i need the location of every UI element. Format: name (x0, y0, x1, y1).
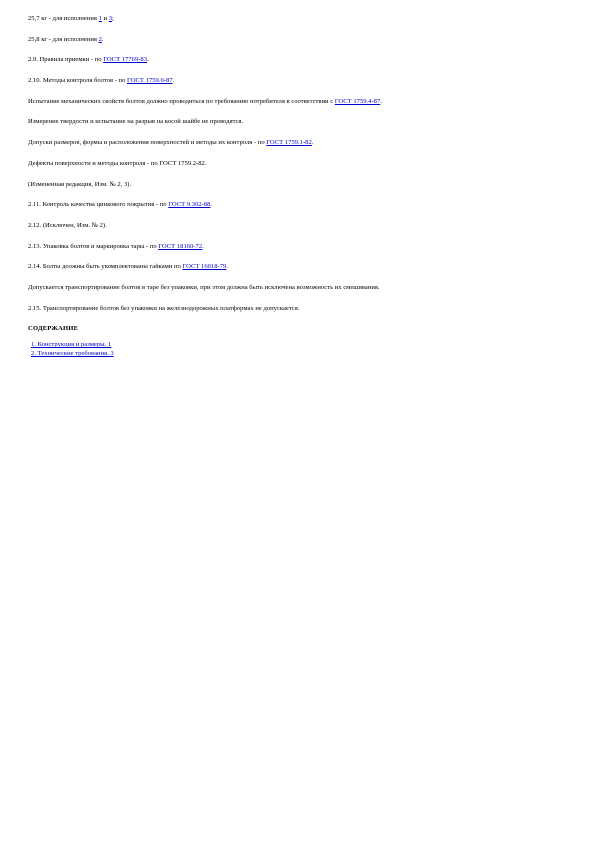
paragraph-text: . (172, 77, 175, 85)
toc-item-1[interactable] (31, 340, 568, 349)
reference-link[interactable]: ГОСТ 1759.1-82 (266, 139, 312, 147)
document-body (28, 14, 568, 358)
reference-link[interactable]: 2 (98, 35, 102, 43)
paragraph-text: . (147, 56, 149, 64)
paragraph-gap (28, 313, 568, 325)
paragraph-p-2-13 (28, 242, 568, 251)
toc-item-2[interactable] (31, 349, 568, 358)
paragraph-text: (Измененная редакция, Изм. № 2, 3). (28, 180, 132, 188)
toc-heading: СОДЕРЖАНИЕ (28, 325, 79, 333)
paragraph-gap (28, 189, 568, 201)
reference-link[interactable]: ГОСТ 18160-72 (158, 242, 203, 250)
toc-link-construction[interactable]: 1. Конструкция и размеры. 1 (31, 341, 112, 349)
paragraph-p-edition (28, 180, 568, 189)
reference-link[interactable]: ГОСТ 16018-79 (182, 263, 227, 271)
reference-link[interactable]: ГОСТ 1759.4-87 (334, 97, 381, 105)
paragraph-gap (28, 209, 568, 221)
paragraph-text: Испытание механических свойств болтов должно проводиться по требованию потребителя в соответствии с (28, 97, 335, 105)
reference-link[interactable]: 1 (98, 15, 102, 22)
paragraph-text: . (380, 97, 382, 105)
paragraph-gap (28, 64, 568, 76)
paragraph-text: и (101, 15, 109, 22)
paragraph-text: 2.15. Транспортирование болтов без упаковки на железнодорожных платформах не допускается. (28, 304, 300, 312)
paragraph-text: 25,8 кг - для исполнения (28, 35, 99, 43)
paragraph-text: Дефекты поверхности и методы контроля - по ГОСТ 1759.2-82. (28, 159, 207, 167)
paragraph-mass-1 (28, 14, 568, 23)
reference-link[interactable]: ГОСТ 17769-83 (103, 56, 148, 64)
paragraph-text: ; (112, 15, 114, 22)
paragraph-gap (28, 230, 568, 242)
paragraph-list (28, 14, 568, 324)
paragraph-gap (28, 23, 568, 35)
table-of-contents (28, 340, 568, 358)
paragraph-text: . (101, 35, 104, 43)
paragraph-text: 2.13. Упаковка болтов и маркировка тары - по (28, 242, 159, 250)
paragraph-p-2-11 (28, 200, 568, 209)
paragraph-gap (28, 168, 568, 180)
paragraph-p-tolerances (28, 138, 568, 147)
paragraph-p-transport (28, 283, 568, 292)
paragraph-text: 25,7 кг - для исполнения (28, 15, 99, 22)
paragraph-p-2-15 (28, 304, 568, 313)
paragraph-text: . (202, 242, 204, 250)
paragraph-gap (28, 147, 568, 159)
paragraph-mass-2 (28, 35, 568, 44)
paragraph-text: 2.14. Болты должны быть укомплектованы гайками по (28, 263, 183, 271)
reference-link[interactable]: ГОСТ 9.302-88 (168, 201, 211, 209)
paragraph-p-hardness (28, 117, 568, 126)
paragraph-text: . (210, 201, 213, 209)
reference-link[interactable]: ГОСТ 1759.0-87 (127, 77, 173, 85)
paragraph-text: 2.9. Правила приемки - по (28, 56, 104, 64)
paragraph-gap (28, 251, 568, 263)
paragraph-text: Допускается транспортирование болтов в таре без упаковки, при этом должна быть исключена возможность их смешивания. (28, 283, 380, 291)
paragraph-gap (28, 85, 568, 97)
paragraph-text: 2.10. Методы контроля болтов - по (28, 77, 128, 85)
paragraph-p-2-14 (28, 262, 568, 271)
paragraph-gap (28, 44, 568, 56)
paragraph-gap (28, 126, 568, 138)
paragraph-text: . (311, 139, 314, 147)
paragraph-gap (28, 292, 568, 304)
paragraph-text: 2.12. (Исключен, Изм. № 2). (28, 221, 107, 229)
paragraph-p-2-9 (28, 55, 568, 64)
paragraph-text: . (226, 263, 228, 271)
paragraph-p-2-10 (28, 76, 568, 85)
paragraph-text: Допуски размеров, формы и расположения поверхностей и методы их контроля - по (28, 139, 267, 147)
paragraph-p-defects (28, 159, 568, 168)
reference-link[interactable]: 3 (108, 15, 113, 22)
paragraph-text: Измерение твердости и испытание на разрыв на косой шайбе не проводятся. (28, 118, 244, 126)
toc-link-requirements[interactable]: 2. Технические требования. 3 (31, 350, 114, 358)
paragraph-p-2-12 (28, 221, 568, 230)
paragraph-gap (28, 271, 568, 283)
paragraph-text: 2.11. Контроль качества цинкового покрытия - по (28, 201, 169, 209)
paragraph-gap (28, 106, 568, 118)
paragraph-p-mech (28, 97, 568, 106)
